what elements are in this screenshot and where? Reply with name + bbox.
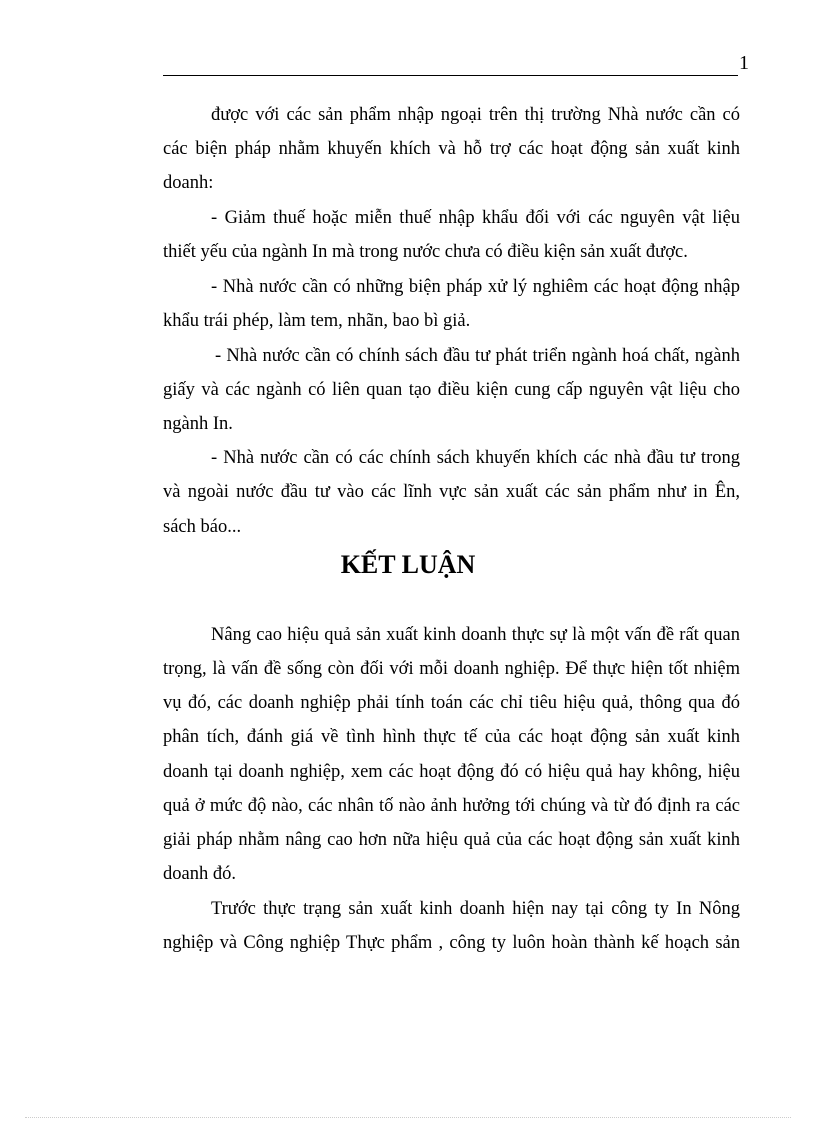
text-line: - Nhà nước cần có các chính sách khuyến khích các nhà đầu tư trong xyxy=(211,448,740,468)
text-line: được với các sản phẩm nhập ngoại trên thị trường Nhà nước cần có xyxy=(211,105,740,125)
text-line: thiết yếu của ngành In mà trong nước chưa có điều kiện sản xuất được. xyxy=(163,242,688,262)
text-line: sách báo... xyxy=(163,517,242,537)
text-line: doanh: xyxy=(163,173,214,193)
text-line: Trước thực trạng sản xuất kinh doanh hiện nay tại công ty In Nông xyxy=(211,899,740,919)
text-line: khẩu trái phép, làm tem, nhãn, bao bì giả. xyxy=(163,311,471,331)
header-rule xyxy=(163,75,738,76)
text-line: giải pháp nhằm nâng cao hơn nữa hiệu quả của các hoạt động sản xuất kinh xyxy=(163,830,740,850)
text-line: phân tích, đánh giá về tình hình thực tế của các hoạt động sản xuất kinh xyxy=(163,727,740,747)
page-number: 1 xyxy=(739,52,749,74)
text-line: trọng, là vấn đề sống còn đối với mỗi doanh nghiệp. Để thực hiện tốt nhiệm xyxy=(163,659,740,679)
text-line: - Nhà nước cần có chính sách đầu tư phát triển ngành hoá chất, ngành xyxy=(215,346,740,366)
text-line: - Nhà nước cần có những biện pháp xử lý nghiêm các hoạt động nhập xyxy=(211,277,740,297)
text-line: ngành In. xyxy=(163,414,233,434)
text-line: các biện pháp nhằm khuyến khích và hỗ trợ các hoạt động sản xuất kinh xyxy=(163,139,740,159)
text-line: nghiệp và Công nghiệp Thực phẩm , công ty luôn hoàn thành kế hoạch sản xyxy=(163,933,740,953)
conclusion-heading: KẾT LUẬN xyxy=(340,550,476,579)
text-line: - Giảm thuế hoặc miễn thuế nhập khẩu đối với các nguyên vật liệu xyxy=(211,208,740,228)
text-line: doanh đó. xyxy=(163,864,236,884)
text-line: quả ở mức độ nào, các nhân tố nào ảnh hưởng tới chúng và từ đó định ra các xyxy=(163,796,740,816)
text-line: và ngoài nước đầu tư vào các lĩnh vực sản xuất các sản phẩm như in Ên, xyxy=(163,482,740,502)
page-bottom-border xyxy=(25,1117,791,1118)
text-line: Nâng cao hiệu quả sản xuất kinh doanh thực sự là một vấn đề rất quan xyxy=(211,625,740,645)
text-line: doanh tại doanh nghiệp, xem các hoạt động đó có hiệu quả hay không, hiệu xyxy=(163,762,740,782)
text-line: giấy và các ngành có liên quan tạo điều kiện cung cấp nguyên vật liệu cho xyxy=(163,380,740,400)
text-line: vụ đó, các doanh nghiệp phải tính toán các chỉ tiêu hiệu quả, thông qua đó xyxy=(163,693,740,713)
